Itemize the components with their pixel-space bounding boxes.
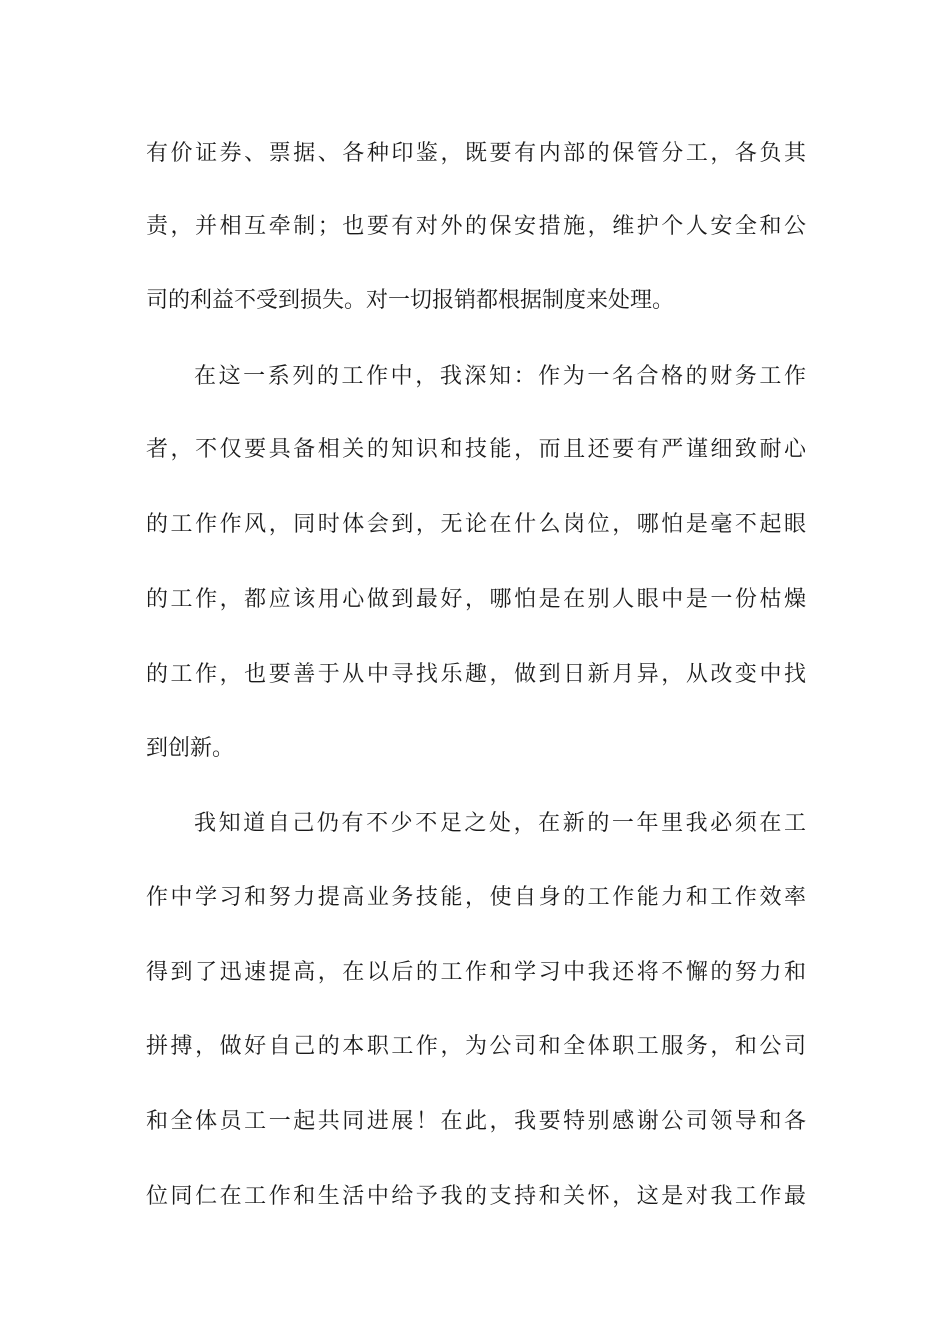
text-line: 位同仁在工作和生活中给予我的支持和关怀，这是对我工作最	[146, 1184, 806, 1209]
text-line: 到创新。	[146, 736, 235, 761]
paragraph-first-line: 在这一系列的工作中，我深知：作为一名合格的财务工作	[194, 364, 806, 389]
text-line: 的工作，也要善于从中寻找乐趣，做到日新月异，从改变中找	[146, 662, 806, 687]
text-line: 拼搏，做好自己的本职工作，为公司和全体职工服务，和公司	[146, 1034, 806, 1059]
text-line: 和全体员工一起共同进展！在此，我要特别感谢公司领导和各	[146, 1109, 806, 1134]
paragraph-first-line: 我知道自己仍有不少不足之处，在新的一年里我必须在工	[194, 811, 806, 836]
text-line: 得到了迅速提高，在以后的工作和学习中我还将不懈的努力和	[146, 960, 806, 985]
text-line: 作中学习和努力提高业务技能，使自身的工作能力和工作效率	[146, 885, 806, 910]
text-line: 者，不仅要具备相关的知识和技能，而且还要有严谨细致耐心	[146, 437, 806, 462]
text-line: 的工作，都应该用心做到最好，哪怕是在别人眼中是一份枯燥	[146, 587, 806, 612]
text-line: 有价证券、票据、各种印鉴，既要有内部的保管分工，各负其	[146, 141, 806, 166]
text-line: 责，并相互牵制；也要有对外的保安措施，维护个人安全和公	[146, 214, 806, 239]
text-line: 司的利益不受到损失。对一切报销都根据制度来处理。	[146, 288, 675, 313]
text-line: 的工作作风，同时体会到，无论在什么岗位，哪怕是毫不起眼	[146, 512, 806, 537]
